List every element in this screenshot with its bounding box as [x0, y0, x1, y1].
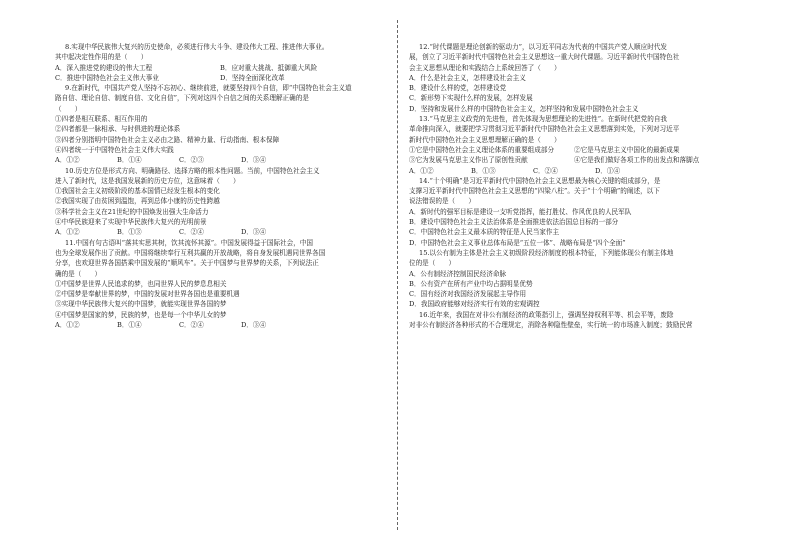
left-column: [55, 18, 385, 330]
question-9-stem: [55, 83, 385, 93]
right-column: [409, 18, 739, 330]
question-text: 实现中华民族伟大复兴的历史使命，必须进行伟大斗争、建设伟大工程、推进伟大事业。: [71, 43, 329, 51]
answer-option: D．坚持和发展什么样的中国特色社会主义，怎样坚持和发展中国特色社会主义: [409, 104, 639, 113]
answer-option: D．坚持全面深化改革: [220, 73, 285, 82]
answer-option: D．③④: [241, 156, 267, 165]
question-number: 15.: [419, 248, 430, 257]
answer-option: B．①③: [471, 166, 496, 175]
answer-option: A．①②: [55, 156, 80, 165]
statement: ②它是马克思主义中国化的最新成果: [574, 145, 680, 154]
answer-option-row: [55, 73, 385, 83]
question-number: 13.: [419, 115, 430, 124]
answer-option: C．国有经济对我国经济发展起主导作用: [409, 290, 527, 299]
answer-option: B．①③: [117, 228, 142, 237]
question-stem-line: 对非公有制经济各种形式的不合理规定，消除各种隐性壁垒，实行统一的市场准入制度；鼓励民营: [409, 321, 693, 330]
answer-option: B．公有资产在所有产业中均占据明显优势: [409, 279, 533, 288]
question-11-stem: [55, 238, 385, 248]
question-text: 历史方位是形式方向、明确路径、选择方略的根本性问题。当前，中国特色社会主义: [75, 166, 320, 175]
question-stem-line: 展，创立了习近平新时代中国特色社会主义思想这一重大时代课题。习近平新时代中国特色社: [409, 53, 680, 62]
statement: ①中国梦是世界人民追求的梦，也同世界人民的梦息息相关: [55, 279, 227, 288]
question-text: “十个明确”是习近平新时代中国特色社会主义思想最为核心关键的组成部分，是: [429, 176, 661, 185]
answer-option: A．①②: [409, 166, 434, 175]
column-divider: [397, 20, 398, 530]
statement: ④四者统一于中国特色社会主义伟大实践: [55, 145, 174, 154]
question-text: 在新时代，中国共产党人坚持不忘初心、继续前进，就要坚持四个自信，即“中国特色社会主义道: [71, 84, 352, 93]
answer-option-row: [55, 63, 385, 73]
statement: ③科学社会主义在21世纪的中国焕发出强大生命活力: [55, 207, 209, 216]
question-stem-line: 会主义思想从理论和实践结合上系统回答了（ ）: [409, 63, 561, 72]
answer-option: C．②④: [533, 166, 558, 175]
answer-option: A．①②: [55, 228, 80, 237]
answer-options: [55, 155, 385, 165]
answer-option: A．深入推进党的建设的伟大工程: [55, 63, 153, 72]
question-number: 9.: [65, 84, 72, 93]
question-10-stem: [55, 166, 385, 176]
question-text: 近年来，我国在对非公有制经济的政策指引上，强调坚持权利平等、机会平等，废除: [429, 310, 674, 319]
answer-option: D．③④: [241, 228, 267, 237]
statement: ②我国实现了由贫困到温饱，再到总体小康的历史性跨越: [55, 197, 220, 206]
answer-option: C．②④: [179, 321, 204, 330]
answer-option: A．①②: [55, 321, 80, 330]
answer-option: D．我国政府能够对经济实行有效的宏观调控: [409, 300, 540, 309]
answer-options: [55, 227, 385, 237]
statement: ④中华民族迎来了实现中华民族伟大复兴的光明前景: [55, 218, 207, 227]
answer-options: [409, 166, 739, 176]
question-text: “马克思主义政党的先进性，首先体现为思想理论的先进性”。在新时代把党的自我: [429, 115, 668, 124]
answer-option: B．建设中国特色社会主义法治体系是全面推进依法治国总目标的一部分: [409, 218, 619, 227]
question-stem-line: 位的是（ ）: [409, 259, 456, 268]
question-stem-line: 也为全球发展作出了贡献。中国将继续奉行互利共赢的开放战略，将自身发展机遇同世界各国: [55, 248, 326, 257]
answer-options: [55, 320, 385, 330]
question-stem-line: 进入了新时代，这是我国发展新的历史方位，这意味着（ ）: [55, 176, 240, 185]
question-12-stem: [409, 42, 739, 52]
statement: ③四者分别指明中国特色社会主义必由之路、精神力量、行动指南、根本保障: [55, 135, 280, 144]
answer-option: A．公有制经济控制国民经济命脉: [409, 269, 507, 278]
statement-row: [409, 145, 739, 155]
statement: ②四者都是一脉相承、与时俱进的理论体系: [55, 125, 181, 134]
question-number: 12.: [419, 43, 430, 51]
question-text: 中国有句古语叫“落其实思其树，饮其流怀其源”。中国发展得益于国际社会，中国: [75, 238, 314, 247]
statement: ④中国梦是国家的梦，民族的梦，也是每一个中华儿女的梦: [55, 310, 227, 319]
question-13-stem: [409, 114, 739, 124]
answer-option: C．②③: [179, 156, 204, 165]
statement: ②中国梦是奉献世界的梦，中国的发展对世界各国也是重要机遇: [55, 290, 240, 299]
question-text: 以公有制为主体是社会主义初级阶段经济制度的根本特征，下列能体现公有制主体地: [429, 248, 674, 257]
answer-option: C．②④: [179, 228, 204, 237]
question-stem-line: 说法错误的是（ ）: [409, 197, 475, 206]
question-stem-line: 确的是（ ）: [55, 269, 102, 278]
statement: ①四者是相互联系、相互作用的: [55, 115, 148, 124]
question-14-stem: [409, 176, 739, 186]
question-stem-line: 路自信、理论自信、制度自信、文化自信”，下列对这四个自信之间的关系理解正确的是: [55, 94, 309, 103]
question-text: “时代课题是理论创新的驱动力”，以习近平同志为代表的中国共产党人顺应时代发: [429, 43, 668, 51]
question-stem-line: 支撑习近平新时代中国特色社会主义思想的“四梁八柱”。关于“十个明确”的阐述，以下: [409, 187, 660, 196]
answer-option: A．新时代的强军目标是建设一支听党指挥，能打胜仗、作风优良的人民军队: [409, 207, 632, 216]
answer-option: C．中国特色社会主义最本质的特征是人民当家作主: [409, 228, 560, 237]
answer-option: B．①④: [117, 321, 142, 330]
answer-option: B．①④: [117, 156, 142, 165]
answer-option: B．应对重大挑战、抵御重大风险: [220, 63, 318, 72]
answer-option: D．③④: [241, 321, 267, 330]
statement: ①它是中国特色社会主义理论体系的重要组成部分: [409, 145, 555, 154]
statement: ①我国社会主义初级阶段的基本国情已经发生根本的变化: [55, 187, 220, 196]
question-number: 14.: [419, 176, 430, 185]
answer-option: C．新形势下实现什么样的发展，怎样发展: [409, 94, 533, 103]
question-stem-line: 其中起决定性作用的是（ ）: [55, 53, 148, 62]
question-8-stem: [55, 42, 385, 52]
question-stem-line: 革命推向深入，就要把学习贯彻习近平新时代中国特色社会主义思想落到实处，下列对习近平: [409, 125, 680, 134]
question-number: 8.: [65, 43, 72, 51]
answer-option: C．推进中国特色社会主义伟大事业: [55, 73, 159, 82]
question-16-stem: [409, 310, 739, 320]
question-number: 10.: [65, 166, 76, 175]
answer-option: A．什么是社会主义，怎样建设社会主义: [409, 73, 526, 82]
statement: ③它为发展马克思主义作出了原创性贡献: [409, 156, 528, 165]
statement: ④它是我们做好各项工作的出发点和落脚点: [574, 156, 700, 165]
question-stem-line: （ ）: [55, 104, 82, 113]
statement: ③实现中华民族伟大复兴的中国梦，就能实现世界各国的梦: [55, 300, 227, 309]
question-number: 11.: [65, 238, 76, 247]
question-number: 16.: [419, 310, 430, 319]
statement-row: [409, 155, 739, 165]
question-stem-line: 新时代中国特色社会主义思想理解正确的是（ ）: [409, 135, 561, 144]
question-15-stem: [409, 248, 739, 258]
answer-option: D．中国特色社会主义事业总体布局是“五位一体”、战略布局是“四个全面”: [409, 238, 626, 247]
answer-option: B．建设什么样的党，怎样建设党: [409, 84, 507, 93]
answer-option: D．①④: [595, 166, 621, 175]
question-stem-line: 分享，也欢迎世界各国搭乘中国发展的“顺风车”。关于中国梦与世界梦的关系，下列说法正: [55, 259, 319, 268]
